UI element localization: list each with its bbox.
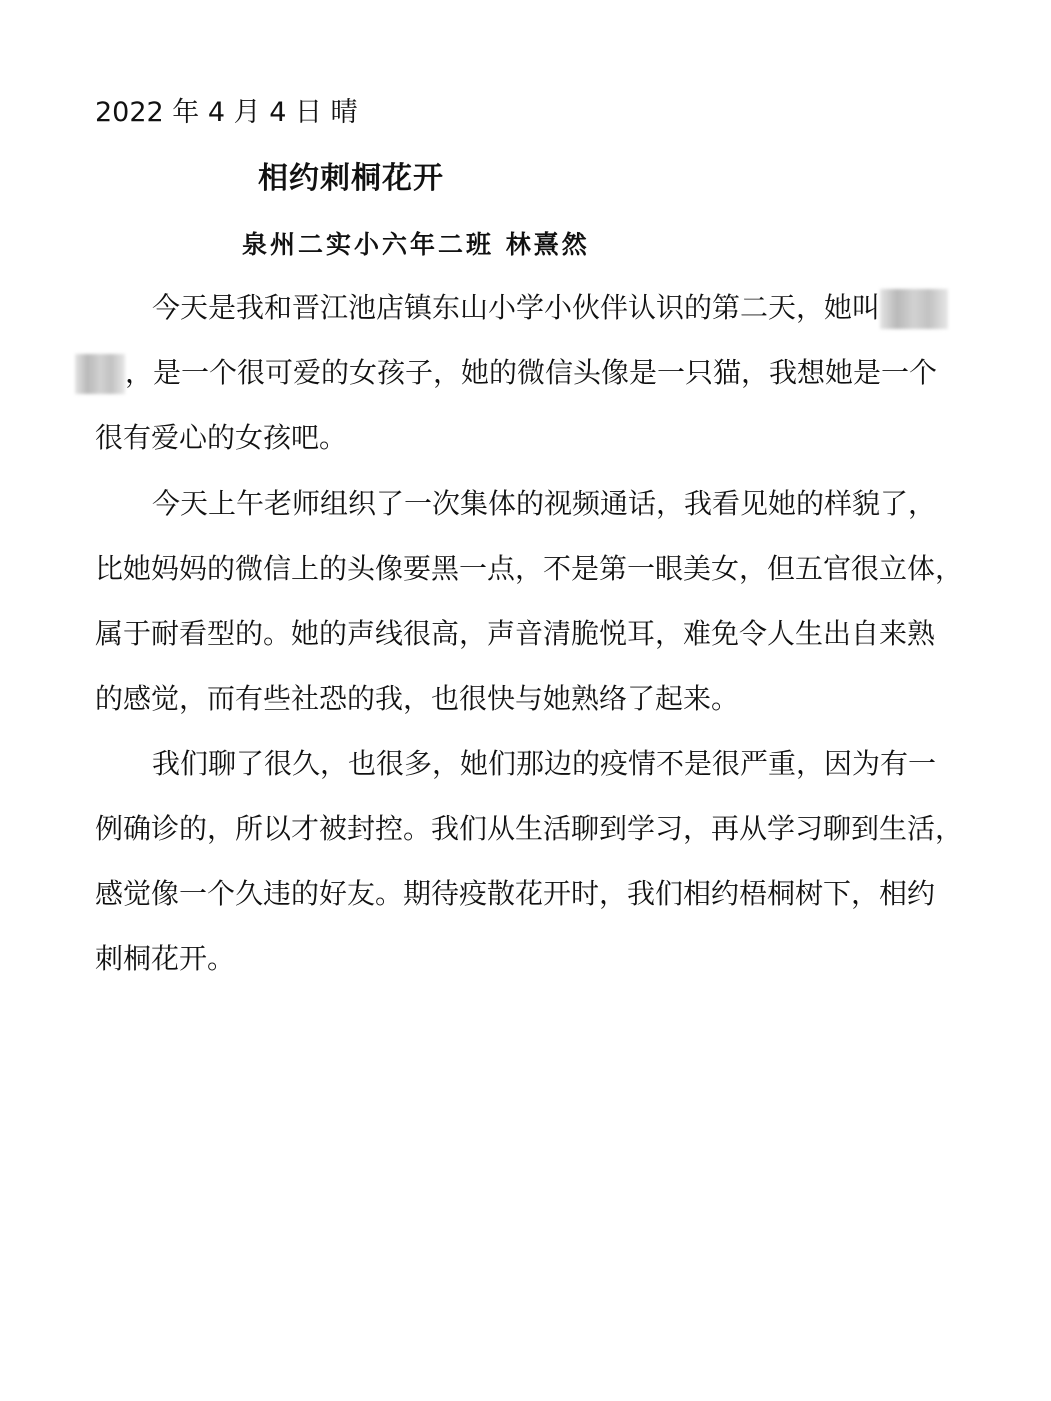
paragraph-3-line-4: 刺桐花开。 <box>95 942 236 975</box>
redacted-name-blur <box>880 289 948 329</box>
paragraph-1-line-3: 很有爱心的女孩吧。 <box>95 421 348 454</box>
paragraph-2-line-1: 今天上午老师组织了一次集体的视频通话，我看见她的样貌了， <box>152 487 937 520</box>
author-byline: 泉州二实小六年二班 林熹然 <box>242 230 590 259</box>
redacted-name-blur <box>75 354 125 394</box>
paragraph-3-line-1: 我们聊了很久，也很多，她们那边的疫情不是很严重，因为有一 <box>152 747 937 780</box>
date-weather-line: 2022 年 4 月 4 日 晴 <box>95 97 358 128</box>
paragraph-3-line-3: 感觉像一个久违的好友。期待疫散花开时，我们相约梧桐树下，相约 <box>95 877 936 910</box>
paragraph-1-line-1 <box>152 288 948 329</box>
paragraph-2-line-4: 的感觉，而有些社恐的我，也很快与她熟络了起来。 <box>95 682 740 715</box>
paragraph-2-line-2: 比她妈妈的微信上的头像要黑一点，不是第一眼美女，但五官很立体， <box>95 552 964 585</box>
paragraph-2-line-3: 属于耐看型的。她的声线很高，声音清脆悦耳，难免令人生出自来熟 <box>95 617 936 650</box>
essay-title: 相约刺桐花开 <box>258 161 444 196</box>
paragraph-1-line-2 <box>75 353 937 394</box>
line-text: 今天是我和晋江池店镇东山小学小伙伴认识的第二天，她叫 <box>152 291 881 324</box>
line-text: ，是一个很可爱的女孩子，她的微信头像是一只猫，我想她是一个 <box>125 356 938 389</box>
paragraph-3-line-2: 例确诊的，所以才被封控。我们从生活聊到学习，再从学习聊到生活， <box>95 812 964 845</box>
